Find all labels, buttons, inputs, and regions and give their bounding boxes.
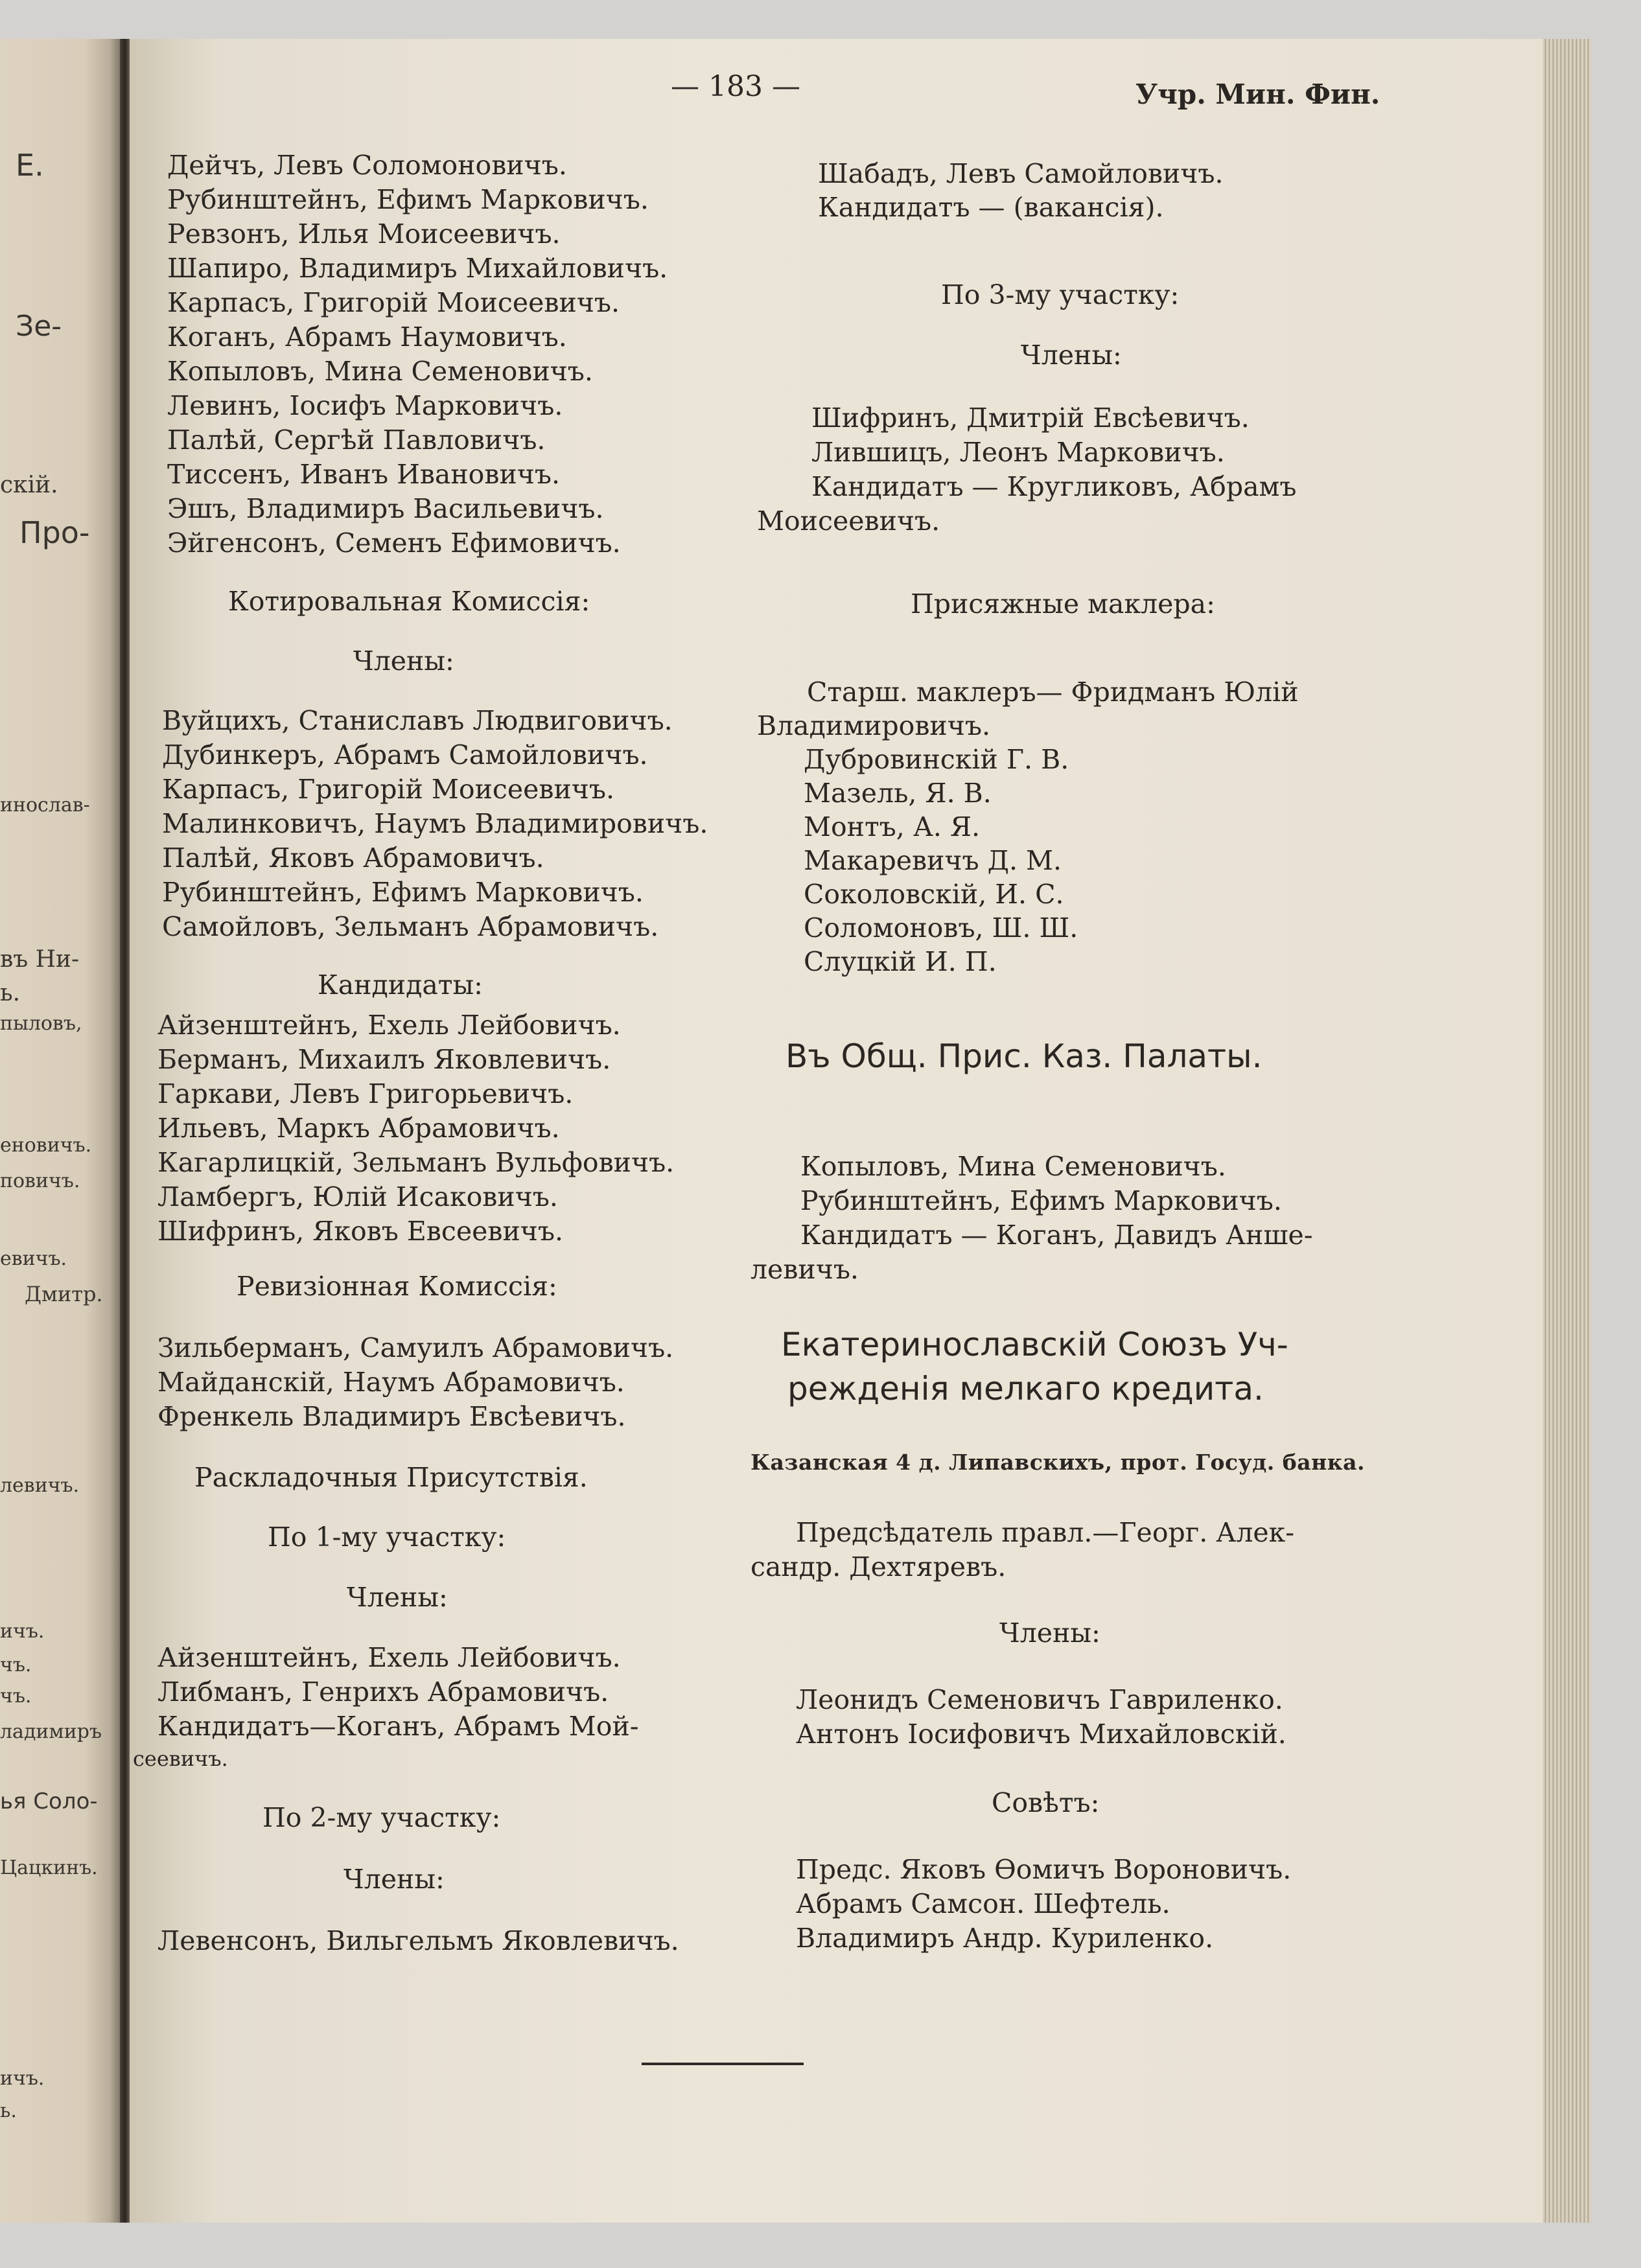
list-item: Соломоновъ, Ш. Ш.	[804, 912, 1078, 943]
list-item: Левенсонъ, Вильгельмъ Яковлевичъ.	[157, 1925, 679, 1956]
list-item: Слуцкій И. П.	[804, 946, 997, 977]
list-item: Ревзонъ, Илья Моисеевичъ.	[167, 218, 561, 249]
left-page-fragment: Зе-	[16, 310, 62, 343]
list-item: Карпасъ, Григорій Моисеевичъ.	[162, 774, 615, 805]
left-page-fragment: чъ.	[0, 1685, 32, 1707]
list-item: Вуйцихъ, Станиславъ Людвиговичъ.	[162, 705, 673, 736]
list-item: Палѣй, Яковъ Абрамовичъ.	[162, 842, 544, 874]
running-title: Учр. Мин. Фин.	[1135, 78, 1380, 110]
section-heading: Ревизіонная Комиссія:	[237, 1271, 557, 1302]
list-item: Копыловъ, Мина Семеновичъ.	[167, 356, 593, 387]
list-item: Карпасъ, Григорій Моисеевичъ.	[167, 287, 620, 318]
subsection-heading: Кандидаты:	[318, 969, 483, 1001]
left-page-fragment: евичъ.	[0, 1247, 67, 1270]
list-item: Рубинштейнъ, Ефимъ Марковичъ.	[167, 184, 649, 215]
page-edges	[1542, 39, 1591, 2223]
list-item: Тиссенъ, Иванъ Ивановичъ.	[167, 459, 560, 490]
list-item: Айзенштейнъ, Ехель Лейбовичъ.	[157, 1642, 621, 1673]
list-item: Эшъ, Владимиръ Васильевичъ.	[167, 493, 604, 524]
left-page-fragment: еновичъ.	[0, 1134, 92, 1157]
list-item: Майданскій, Наумъ Абрамовичъ.	[157, 1367, 625, 1398]
book-spine	[120, 39, 130, 2223]
list-item: Френкель Владимиръ Евсѣевичъ.	[157, 1401, 626, 1432]
left-page-fragment: пыловъ,	[0, 1012, 82, 1035]
left-page-fragment: ь.	[0, 2100, 17, 2122]
list-item: Шифринъ, Яковъ Евсеевичъ.	[157, 1216, 564, 1247]
left-page	[0, 39, 122, 2223]
list-item: Леонидъ Семеновичъ Гавриленко.	[796, 1684, 1283, 1715]
subsection-heading: По 1-му участку:	[268, 1522, 506, 1553]
list-item: Шапиро, Владимиръ Михайловичъ.	[167, 253, 668, 284]
section-heading: режденія мелкаго кредита.	[787, 1370, 1264, 1407]
list-item: Абрамъ Самсон. Шефтель.	[796, 1888, 1170, 1919]
list-item: Антонъ Іосифовичъ Михайловскій.	[796, 1718, 1286, 1750]
list-item: Мазель, Я. В.	[804, 778, 992, 809]
list-item: Кандидатъ — Кругликовъ, Абрамъ	[811, 471, 1297, 502]
left-page-fragment: скій.	[0, 472, 58, 498]
list-item: Либманъ, Генрихъ Абрамовичъ.	[157, 1676, 609, 1707]
list-item: Монтъ, А. Я.	[804, 811, 981, 842]
subsection-heading: По 3-му участку:	[941, 279, 1180, 310]
list-item: Ламбергъ, Юлій Исаковичъ.	[157, 1181, 558, 1212]
left-page-fragment: повичъ.	[0, 1170, 80, 1192]
list-item: Предсѣдатель правл.—Георг. Алек-	[796, 1517, 1295, 1548]
left-page-fragment: Про-	[19, 515, 90, 550]
list-item: Коганъ, Абрамъ Наумовичъ.	[167, 321, 567, 353]
list-item: Ильевъ, Маркъ Абрамовичъ.	[157, 1113, 560, 1144]
list-item: Рубинштейнъ, Ефимъ Марковичъ.	[800, 1185, 1282, 1216]
subsection-heading: Совѣтъ:	[992, 1787, 1100, 1818]
list-item: сандр. Дехтяревъ.	[751, 1551, 1007, 1582]
list-item: Самойловъ, Зельманъ Абрамовичъ.	[162, 911, 659, 942]
list-item: Старш. маклеръ— Фридманъ Юлій	[807, 677, 1299, 708]
list-item: Лившицъ, Леонъ Марковичъ.	[811, 437, 1225, 468]
list-item: сеевичъ.	[133, 1746, 228, 1771]
list-item: Предс. Яковъ Ѳомичъ Вороновичъ.	[796, 1854, 1292, 1885]
scan-border	[1591, 39, 1641, 2223]
subsection-heading: По 2-му участку:	[262, 1802, 501, 1833]
end-rule	[642, 2063, 804, 2065]
section-heading: Котировальная Комиссія:	[228, 586, 590, 617]
list-item: Соколовскій, И. С.	[804, 879, 1064, 910]
list-item: левичъ.	[751, 1254, 859, 1285]
list-item: Левинъ, Іосифъ Марковичъ.	[167, 390, 563, 421]
left-page-fragment: ладимиръ	[0, 1720, 102, 1743]
page-number: — 183 —	[671, 70, 800, 103]
left-page-fragment: чъ.	[0, 1654, 32, 1676]
address: Казанская 4 д. Липавскихъ, прот. Госуд. банка.	[751, 1450, 1365, 1475]
left-page-fragment: въ Ни-	[0, 946, 80, 973]
subsection-heading: Члены:	[999, 1617, 1100, 1649]
subsection-heading: Члены:	[1021, 340, 1122, 371]
list-item: Копыловъ, Мина Семеновичъ.	[800, 1151, 1226, 1182]
section-heading: Екатеринославскій Союзъ Уч-	[781, 1326, 1288, 1363]
section-heading: Присяжные маклера:	[911, 588, 1215, 619]
list-item: Владимировичъ.	[757, 710, 990, 741]
left-page-fragment: ичъ.	[0, 2067, 45, 2090]
list-item: Палѣй, Сергѣй Павловичъ.	[167, 424, 546, 456]
list-item: Шабадъ, Левъ Самойловичъ.	[818, 158, 1224, 189]
left-page-fragment: левичъ.	[0, 1474, 80, 1497]
subsection-heading: Члены:	[353, 645, 454, 677]
list-item: Эйгенсонъ, Семенъ Ефимовичъ.	[167, 527, 621, 559]
list-item: Дубровинскій Г. В.	[804, 744, 1069, 775]
left-page-fragment: Цацкинъ.	[0, 1857, 98, 1879]
list-item: Шифринъ, Дмитрій Евсѣевичъ.	[811, 402, 1250, 434]
subsection-heading: Члены:	[343, 1864, 445, 1895]
list-item: Кандидатъ — Коганъ, Давидъ Анше-	[800, 1220, 1313, 1251]
list-item: Владимиръ Андр. Куриленко.	[796, 1923, 1214, 1954]
list-item: Кандидатъ — (вакансія).	[818, 192, 1164, 223]
left-page-fragment: Е.	[16, 148, 44, 183]
list-item: Малинковичъ, Наумъ Владимировичъ.	[162, 808, 708, 839]
list-item: Моисеевичъ.	[757, 505, 940, 537]
subsection-heading: Члены:	[347, 1582, 448, 1613]
left-page-fragment: инослав-	[0, 794, 90, 816]
list-item: Дейчъ, Левъ Соломоновичъ.	[167, 150, 567, 181]
list-item: Зильберманъ, Самуилъ Абрамовичъ.	[157, 1332, 674, 1363]
left-page-fragment: ья Соло-	[0, 1788, 98, 1814]
list-item: Айзенштейнъ, Ехель Лейбовичъ.	[157, 1010, 621, 1041]
left-page-fragment: ь.	[0, 980, 21, 1006]
list-item: Кандидатъ—Коганъ, Абрамъ Мой-	[157, 1711, 639, 1742]
list-item: Рубинштейнъ, Ефимъ Марковичъ.	[162, 877, 644, 908]
left-page-fragment: Дмитр.	[25, 1282, 103, 1306]
left-page-fragment: ичъ.	[0, 1620, 45, 1643]
list-item: Макаревичъ Д. М.	[804, 845, 1062, 876]
list-item: Дубинкеръ, Абрамъ Самойловичъ.	[162, 739, 648, 770]
list-item: Берманъ, Михаилъ Яковлевичъ.	[157, 1044, 611, 1075]
list-item: Кагарлицкій, Зельманъ Вульфовичъ.	[157, 1147, 675, 1178]
section-heading: Раскладочныя Присутствія.	[194, 1462, 588, 1493]
list-item: Гаркави, Левъ Григорьевичъ.	[157, 1078, 574, 1109]
section-heading: Въ Общ. Прис. Каз. Палаты.	[786, 1037, 1263, 1075]
